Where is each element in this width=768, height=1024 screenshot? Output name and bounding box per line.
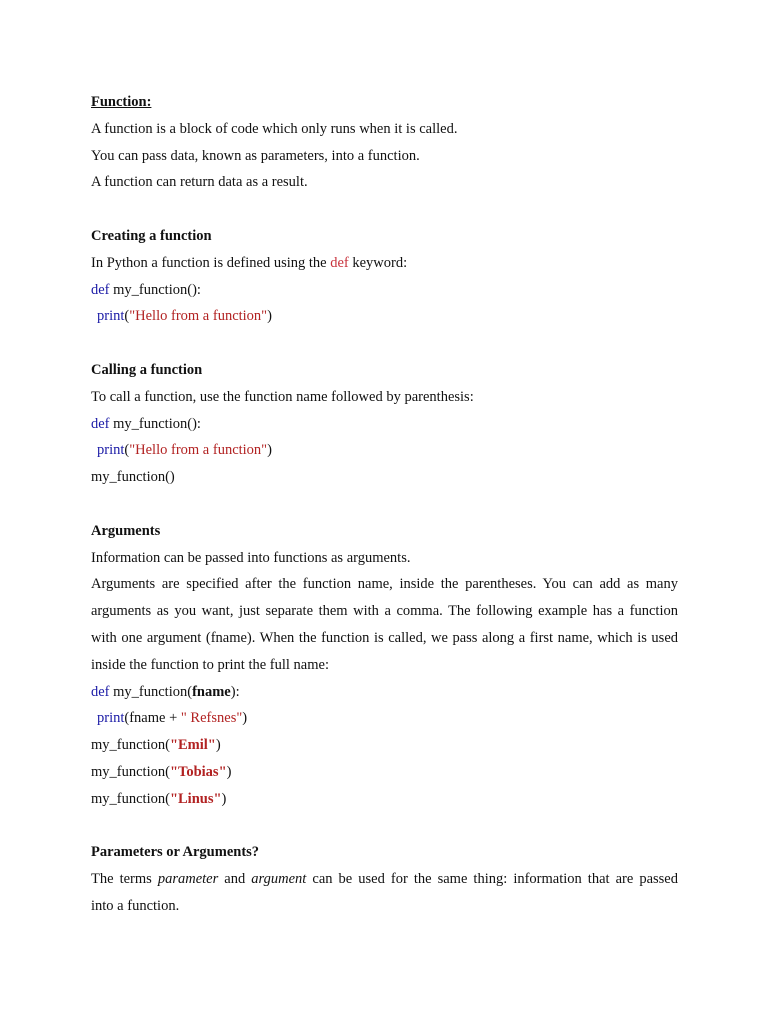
arguments-line-3: arguments as you want, just separate them with a comma. The following example has a function xyxy=(91,603,678,620)
code-print-line xyxy=(91,303,678,330)
arguments-line-5: inside the function to print the full name: xyxy=(91,656,329,673)
code-call-suffix: ) xyxy=(221,790,227,807)
heading-calling-function: Calling a function xyxy=(91,361,203,378)
code-call-arg: "Linus" xyxy=(169,790,222,807)
arguments-line-1: Information can be passed into functions as arguments. xyxy=(91,549,411,566)
creating-intro-text-end: keyword: xyxy=(348,254,408,271)
spacer xyxy=(91,813,678,840)
arguments-line-2: Arguments are specified after the function name, inside the parentheses. You can add as many xyxy=(91,576,678,593)
code-print-close: ) xyxy=(267,308,272,325)
code-def-line xyxy=(91,277,678,304)
params-line-1 xyxy=(91,866,678,893)
code-print-string: "Hello from a function" xyxy=(129,308,268,325)
heading-params-vs-args: Parameters or Arguments? xyxy=(91,844,260,861)
code-def-line xyxy=(91,411,678,438)
code-def-keyword: def xyxy=(91,281,110,298)
function-line-1: A function is a block of code which only runs when it is called. xyxy=(91,120,458,137)
code-call-prefix: my_function( xyxy=(91,763,170,780)
params-term-parameter: parameter xyxy=(157,871,219,888)
calling-intro: To call a function, use the function name followed by parenthesis: xyxy=(91,388,474,405)
code-call-prefix: my_function( xyxy=(91,737,170,754)
heading-function: Function: xyxy=(91,94,152,110)
code-print-keyword: print xyxy=(97,710,125,727)
spacer xyxy=(91,491,678,518)
code-call-line: my_function() xyxy=(91,469,175,486)
document-content xyxy=(91,89,678,920)
code-def-name: my_function( xyxy=(109,683,193,700)
arguments-line-4: with one argument (fname). When the function is called, we pass along a first name, which is used xyxy=(91,629,678,646)
code-call-emil xyxy=(91,732,678,759)
code-call-linus xyxy=(91,786,678,813)
code-print-keyword: print xyxy=(97,442,125,459)
heading-arguments: Arguments xyxy=(91,522,161,539)
params-term-argument: argument xyxy=(251,871,307,888)
params-text-c: can be used for the same thing: information that are passed xyxy=(306,871,678,888)
code-call-suffix: ) xyxy=(215,737,221,754)
spacer xyxy=(91,196,678,223)
code-def-param: fname xyxy=(192,683,231,700)
creating-intro-text: In Python a function is defined using the xyxy=(91,254,331,271)
spacer xyxy=(91,330,678,357)
heading-creating-function: Creating a function xyxy=(91,227,212,244)
params-text-a: The terms xyxy=(91,871,158,888)
code-call-prefix: my_function( xyxy=(91,790,170,807)
params-line-2: into a function. xyxy=(91,897,180,914)
code-def-keyword: def xyxy=(91,683,110,700)
def-keyword-inline: def xyxy=(330,254,349,271)
code-print-open: ( xyxy=(124,442,130,459)
code-def-end: ): xyxy=(230,683,240,700)
function-line-3: A function can return data as a result. xyxy=(91,174,308,191)
code-call-tobias xyxy=(91,759,678,786)
code-print-string: " Refsnes" xyxy=(180,710,243,727)
creating-intro xyxy=(91,250,678,277)
code-print-close: ) xyxy=(267,442,272,459)
params-text-b: and xyxy=(218,871,252,888)
code-def-keyword: def xyxy=(91,415,110,432)
code-def-line xyxy=(91,679,678,706)
code-print-mid: (fname + xyxy=(124,710,181,727)
code-call-arg: "Emil" xyxy=(169,737,216,754)
code-def-signature: my_function(): xyxy=(109,415,201,432)
code-print-line xyxy=(91,705,678,732)
code-call-arg: "Tobias" xyxy=(169,763,227,780)
code-print-keyword: print xyxy=(97,308,125,325)
code-call-suffix: ) xyxy=(226,763,232,780)
code-print-close: ) xyxy=(242,710,248,727)
code-print-line xyxy=(91,437,678,464)
code-print-string: "Hello from a function" xyxy=(129,442,268,459)
code-def-signature: my_function(): xyxy=(109,281,201,298)
function-line-2: You can pass data, known as parameters, into a function. xyxy=(91,147,420,164)
code-print-open: ( xyxy=(124,308,130,325)
